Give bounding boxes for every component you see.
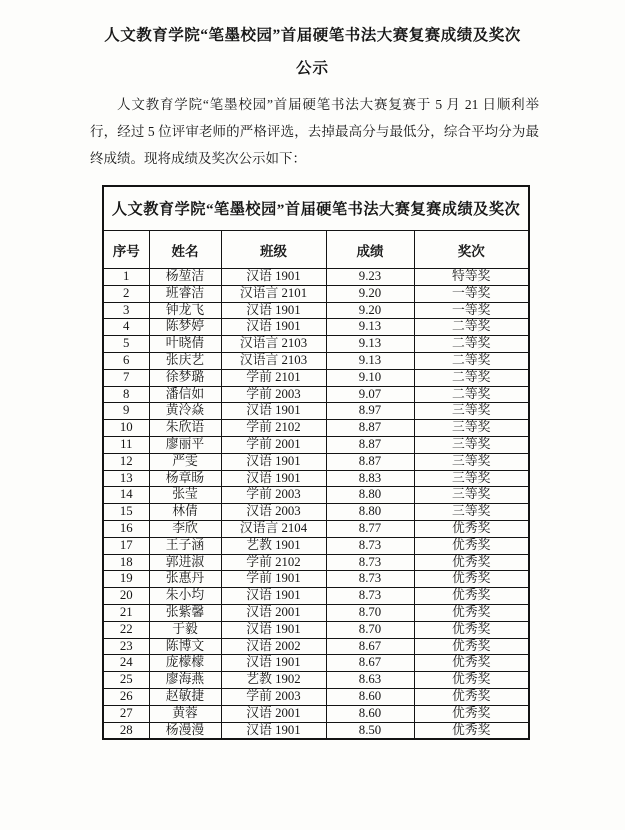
cell-index: 19: [103, 571, 149, 588]
cell-name: 钟龙飞: [149, 302, 221, 319]
cell-index: 17: [103, 537, 149, 554]
cell-name: 李欣: [149, 520, 221, 537]
cell-class: 汉语 1901: [221, 588, 326, 605]
cell-award: 三等奖: [414, 420, 529, 437]
intro-paragraph: 人文教育学院“笔墨校园”首届硬笔书法大赛复赛于 5 月 21 日顺利举行，经过 5 位评审老师的严格评选，去掉最高分与最低分，综合平均分为最终成绩。现将成绩及奖次公示如下：: [90, 97, 539, 166]
cell-index: 25: [103, 672, 149, 689]
cell-index: 23: [103, 638, 149, 655]
cell-index: 6: [103, 352, 149, 369]
cell-class: 汉语言 2104: [221, 520, 326, 537]
cell-class: 汉语言 2103: [221, 352, 326, 369]
table-row: [103, 672, 529, 689]
cell-score: 9.13: [326, 319, 414, 336]
table-row: [103, 621, 529, 638]
table-row: [103, 470, 529, 487]
cell-award: 特等奖: [414, 269, 529, 286]
cell-score: 9.07: [326, 386, 414, 403]
cell-name: 林倩: [149, 504, 221, 521]
cell-index: 5: [103, 336, 149, 353]
table-row: [103, 554, 529, 571]
cell-award: 优秀奖: [414, 604, 529, 621]
table-body: [103, 269, 529, 740]
cell-score: 9.20: [326, 302, 414, 319]
cell-name: 潘信如: [149, 386, 221, 403]
cell-index: 8: [103, 386, 149, 403]
cell-index: 1: [103, 269, 149, 286]
cell-score: 8.50: [326, 722, 414, 739]
cell-score: 8.67: [326, 638, 414, 655]
cell-index: 28: [103, 722, 149, 739]
cell-score: 8.63: [326, 672, 414, 689]
cell-score: 8.83: [326, 470, 414, 487]
cell-award: 优秀奖: [414, 621, 529, 638]
cell-score: 8.60: [326, 688, 414, 705]
cell-name: 庞檬檬: [149, 655, 221, 672]
table-row: [103, 420, 529, 437]
cell-index: 2: [103, 285, 149, 302]
cell-name: 廖丽平: [149, 436, 221, 453]
cell-score: 8.73: [326, 588, 414, 605]
table-row: [103, 336, 529, 353]
cell-name: 杨章旸: [149, 470, 221, 487]
document-title: 人文教育学院“笔墨校园”首届硬笔书法大赛复赛成绩及奖次: [104, 27, 521, 44]
cell-award: 优秀奖: [414, 571, 529, 588]
cell-name: 张紫馨: [149, 604, 221, 621]
cell-award: 优秀奖: [414, 588, 529, 605]
cell-class: 汉语 1901: [221, 319, 326, 336]
cell-award: 一等奖: [414, 285, 529, 302]
cell-score: 8.87: [326, 420, 414, 437]
cell-score: 8.97: [326, 403, 414, 420]
document-subtitle: 公示: [295, 60, 329, 77]
column-header: 班级: [221, 231, 326, 269]
cell-class: 汉语 1901: [221, 722, 326, 739]
cell-award: 三等奖: [414, 436, 529, 453]
cell-score: 9.23: [326, 269, 414, 286]
cell-class: 汉语 1901: [221, 655, 326, 672]
cell-index: 27: [103, 705, 149, 722]
cell-name: 班睿洁: [149, 285, 221, 302]
cell-index: 14: [103, 487, 149, 504]
cell-score: 9.13: [326, 336, 414, 353]
cell-name: 郭进淑: [149, 554, 221, 571]
table-row: [103, 285, 529, 302]
table-row: [103, 588, 529, 605]
cell-award: 优秀奖: [414, 722, 529, 739]
cell-award: 优秀奖: [414, 705, 529, 722]
cell-award: 优秀奖: [414, 537, 529, 554]
cell-index: 26: [103, 688, 149, 705]
cell-award: 二等奖: [414, 352, 529, 369]
cell-class: 汉语 2001: [221, 604, 326, 621]
cell-name: 朱小均: [149, 588, 221, 605]
cell-award: 一等奖: [414, 302, 529, 319]
cell-score: 9.20: [326, 285, 414, 302]
table-header-row: [103, 231, 529, 269]
table-row: [103, 604, 529, 621]
cell-name: 王子涵: [149, 537, 221, 554]
cell-name: 张惠丹: [149, 571, 221, 588]
table-row: [103, 269, 529, 286]
cell-award: 优秀奖: [414, 655, 529, 672]
cell-award: 优秀奖: [414, 520, 529, 537]
column-header: 姓名: [149, 231, 221, 269]
cell-index: 24: [103, 655, 149, 672]
cell-award: 优秀奖: [414, 672, 529, 689]
table-row: [103, 722, 529, 739]
table-row: [103, 436, 529, 453]
column-header: 序号: [103, 231, 149, 269]
cell-award: 三等奖: [414, 487, 529, 504]
cell-index: 20: [103, 588, 149, 605]
cell-award: 三等奖: [414, 470, 529, 487]
cell-score: 8.87: [326, 436, 414, 453]
table-row: [103, 319, 529, 336]
cell-index: 16: [103, 520, 149, 537]
cell-class: 汉语 1901: [221, 403, 326, 420]
cell-award: 三等奖: [414, 453, 529, 470]
table-row: [103, 369, 529, 386]
cell-name: 张莹: [149, 487, 221, 504]
cell-score: 9.10: [326, 369, 414, 386]
cell-score: 8.73: [326, 537, 414, 554]
column-header: 成绩: [326, 231, 414, 269]
cell-index: 7: [103, 369, 149, 386]
table-row: [103, 688, 529, 705]
cell-award: 二等奖: [414, 369, 529, 386]
cell-class: 学前 2101: [221, 369, 326, 386]
table-row: [103, 453, 529, 470]
cell-score: 8.77: [326, 520, 414, 537]
table-title: 人文教育学院“笔墨校园”首届硬笔书法大赛复赛成绩及奖次: [103, 186, 529, 231]
table-row: [103, 655, 529, 672]
cell-award: 优秀奖: [414, 688, 529, 705]
table-row: [103, 403, 529, 420]
cell-class: 艺教 1902: [221, 672, 326, 689]
table-row: [103, 504, 529, 521]
cell-name: 黄蓉: [149, 705, 221, 722]
cell-index: 9: [103, 403, 149, 420]
cell-name: 于毅: [149, 621, 221, 638]
results-table: [102, 185, 530, 740]
cell-name: 徐梦璐: [149, 369, 221, 386]
column-header: 奖次: [414, 231, 529, 269]
table-row: [103, 638, 529, 655]
cell-score: 8.80: [326, 487, 414, 504]
cell-class: 学前 2003: [221, 688, 326, 705]
cell-class: 学前 2102: [221, 420, 326, 437]
cell-class: 学前 2003: [221, 487, 326, 504]
table-title-row: [103, 186, 529, 231]
cell-class: 汉语 1901: [221, 453, 326, 470]
table-row: [103, 302, 529, 319]
table-row: [103, 352, 529, 369]
cell-class: 汉语 2002: [221, 638, 326, 655]
cell-class: 汉语 1901: [221, 302, 326, 319]
cell-name: 陈梦婷: [149, 319, 221, 336]
cell-score: 9.13: [326, 352, 414, 369]
cell-score: 8.70: [326, 621, 414, 638]
cell-index: 18: [103, 554, 149, 571]
cell-name: 严雯: [149, 453, 221, 470]
table-row: [103, 705, 529, 722]
cell-index: 4: [103, 319, 149, 336]
cell-class: 学前 1901: [221, 571, 326, 588]
cell-score: 8.70: [326, 604, 414, 621]
cell-name: 杨漫漫: [149, 722, 221, 739]
cell-class: 学前 2003: [221, 386, 326, 403]
cell-class: 汉语 1901: [221, 269, 326, 286]
table-row: [103, 487, 529, 504]
cell-index: 22: [103, 621, 149, 638]
cell-class: 艺教 1901: [221, 537, 326, 554]
cell-award: 优秀奖: [414, 638, 529, 655]
cell-index: 13: [103, 470, 149, 487]
cell-score: 8.80: [326, 504, 414, 521]
cell-index: 3: [103, 302, 149, 319]
cell-index: 12: [103, 453, 149, 470]
cell-award: 二等奖: [414, 319, 529, 336]
table-row: [103, 520, 529, 537]
cell-index: 15: [103, 504, 149, 521]
table-row: [103, 571, 529, 588]
cell-class: 学前 2102: [221, 554, 326, 571]
cell-class: 汉语言 2103: [221, 336, 326, 353]
cell-score: 8.73: [326, 571, 414, 588]
cell-name: 廖海燕: [149, 672, 221, 689]
cell-score: 8.87: [326, 453, 414, 470]
cell-name: 黄泠焱: [149, 403, 221, 420]
cell-award: 二等奖: [414, 386, 529, 403]
cell-score: 8.73: [326, 554, 414, 571]
cell-class: 汉语 1901: [221, 470, 326, 487]
cell-name: 杨堃洁: [149, 269, 221, 286]
cell-class: 汉语言 2101: [221, 285, 326, 302]
cell-class: 汉语 2001: [221, 705, 326, 722]
cell-name: 张庆艺: [149, 352, 221, 369]
table-row: [103, 537, 529, 554]
cell-score: 8.67: [326, 655, 414, 672]
cell-award: 二等奖: [414, 336, 529, 353]
cell-class: 汉语 1901: [221, 621, 326, 638]
cell-name: 陈博文: [149, 638, 221, 655]
cell-name: 赵敏捷: [149, 688, 221, 705]
cell-award: 优秀奖: [414, 554, 529, 571]
cell-class: 汉语 2003: [221, 504, 326, 521]
cell-index: 10: [103, 420, 149, 437]
cell-class: 学前 2001: [221, 436, 326, 453]
cell-award: 三等奖: [414, 403, 529, 420]
cell-name: 朱欣语: [149, 420, 221, 437]
table-row: [103, 386, 529, 403]
cell-name: 叶晓倩: [149, 336, 221, 353]
cell-index: 21: [103, 604, 149, 621]
cell-index: 11: [103, 436, 149, 453]
cell-score: 8.60: [326, 705, 414, 722]
cell-award: 三等奖: [414, 504, 529, 521]
